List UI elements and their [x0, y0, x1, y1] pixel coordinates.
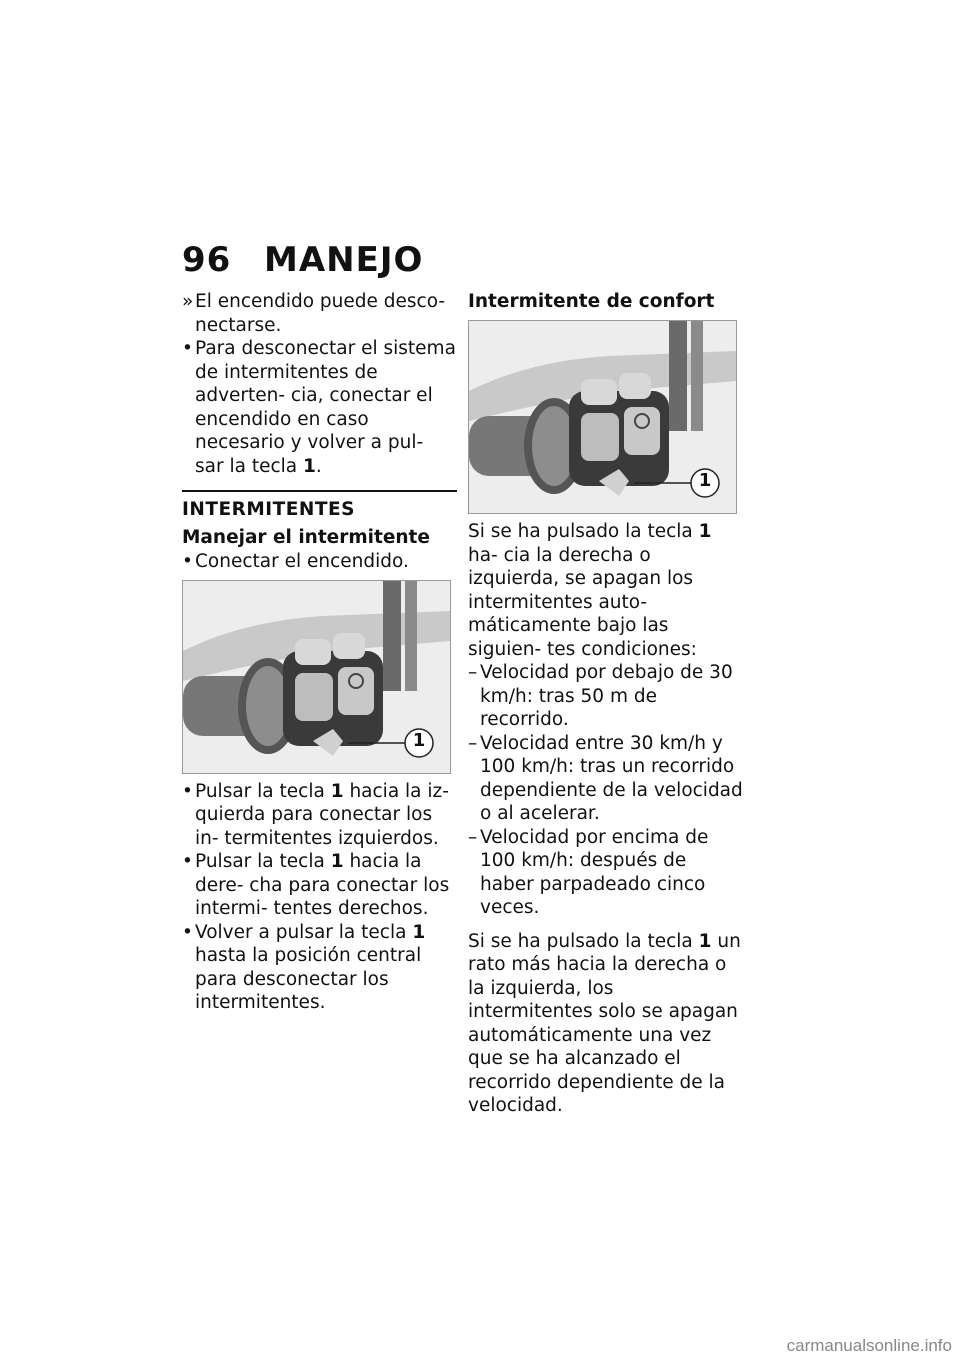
result-item — [182, 290, 457, 337]
key-reference: 1 — [412, 921, 426, 943]
section-divider — [182, 490, 457, 492]
bullet-marker: • — [182, 851, 193, 872]
key-reference: 1 — [698, 930, 712, 952]
key-reference: 1 — [302, 455, 316, 477]
section-title: INTERMITENTES — [182, 499, 355, 520]
step-text: Conectar el encendido. — [195, 551, 409, 572]
handlebar-switch-figure — [468, 320, 737, 514]
step-text: Pulsar la tecla — [195, 851, 331, 872]
step-item — [182, 550, 457, 574]
step-text-end: . — [315, 455, 322, 477]
handlebar-switch-figure — [182, 580, 451, 774]
paragraph-text: Si se ha pulsado la tecla — [468, 930, 699, 952]
step-text: Para desconectar el sistema de intermitentes de adverten- cia, conectar el encendido en caso necesario y volver a pul- sar la tecla — [195, 338, 456, 477]
subsection-title: Manejar el intermitente — [182, 527, 430, 548]
step-item — [182, 780, 457, 851]
key-reference: 1 — [330, 851, 344, 872]
step-item — [182, 337, 457, 478]
figure-callout: 1 — [698, 470, 712, 491]
handlebar-switch-illustration — [469, 321, 736, 513]
paragraph — [468, 520, 743, 661]
dash-marker: – — [468, 732, 478, 754]
subsection-title: Intermitente de confort — [468, 291, 715, 312]
key-reference: 1 — [698, 521, 712, 542]
bullet-marker: • — [182, 551, 193, 572]
watermark: carmanualsonline.info — [786, 1336, 952, 1355]
step-text: Pulsar la tecla — [195, 780, 331, 802]
condition-item — [468, 661, 743, 732]
page-title: MANEJO — [264, 240, 424, 280]
paragraph-text-end: un rato más hacia la derecha o la izquierda, los intermitentes solo se apagan automáticamente una vez que se ha alcanzado el recorrido dependiente de la velocidad. — [468, 930, 741, 1116]
right-column — [468, 290, 743, 1118]
condition-text: Velocidad por encima de 100 km/h: después de haber parpadeado cinco veces. — [480, 826, 709, 918]
dash-marker: – — [468, 662, 478, 683]
step-text-end: hacia la iz- quierda para conectar los in- termitentes izquierdos. — [195, 780, 449, 849]
key-reference: 1 — [330, 780, 344, 802]
condition-text: Velocidad entre 30 km/h y 100 km/h: tras un recorrido dependiente de la velocidad o al acelerar. — [480, 732, 743, 824]
page-number: 96 — [182, 240, 232, 280]
condition-item — [468, 826, 743, 920]
step-item — [182, 921, 457, 1015]
left-column — [182, 290, 457, 1015]
dash-marker: – — [468, 826, 478, 848]
result-text: El encendido puede desco- nectarse. — [195, 291, 446, 336]
step-text-end: hacia la dere- cha para conectar los intermi- tentes derechos. — [195, 851, 450, 919]
step-item — [182, 850, 457, 921]
result-marker: » — [182, 291, 194, 312]
paragraph-text-end: ha- cia la derecha o izquierda, se apagan los intermitentes auto- máticamente bajo las siguien- tes condiciones: — [468, 544, 697, 660]
condition-text: Velocidad por debajo de 30 km/h: tras 50 m de recorrido. — [480, 662, 733, 730]
bullet-marker: • — [182, 921, 193, 943]
bullet-marker: • — [182, 338, 193, 359]
handlebar-switch-illustration — [183, 581, 450, 773]
bullet-marker: • — [182, 780, 193, 802]
paragraph-text: Si se ha pulsado la tecla — [468, 521, 699, 542]
condition-item — [468, 732, 743, 826]
paragraph — [468, 930, 743, 1118]
step-text-end: hasta la posición central para desconectar los intermitentes. — [195, 945, 422, 1013]
step-text: Volver a pulsar la tecla — [195, 921, 413, 943]
figure-callout: 1 — [412, 729, 426, 751]
